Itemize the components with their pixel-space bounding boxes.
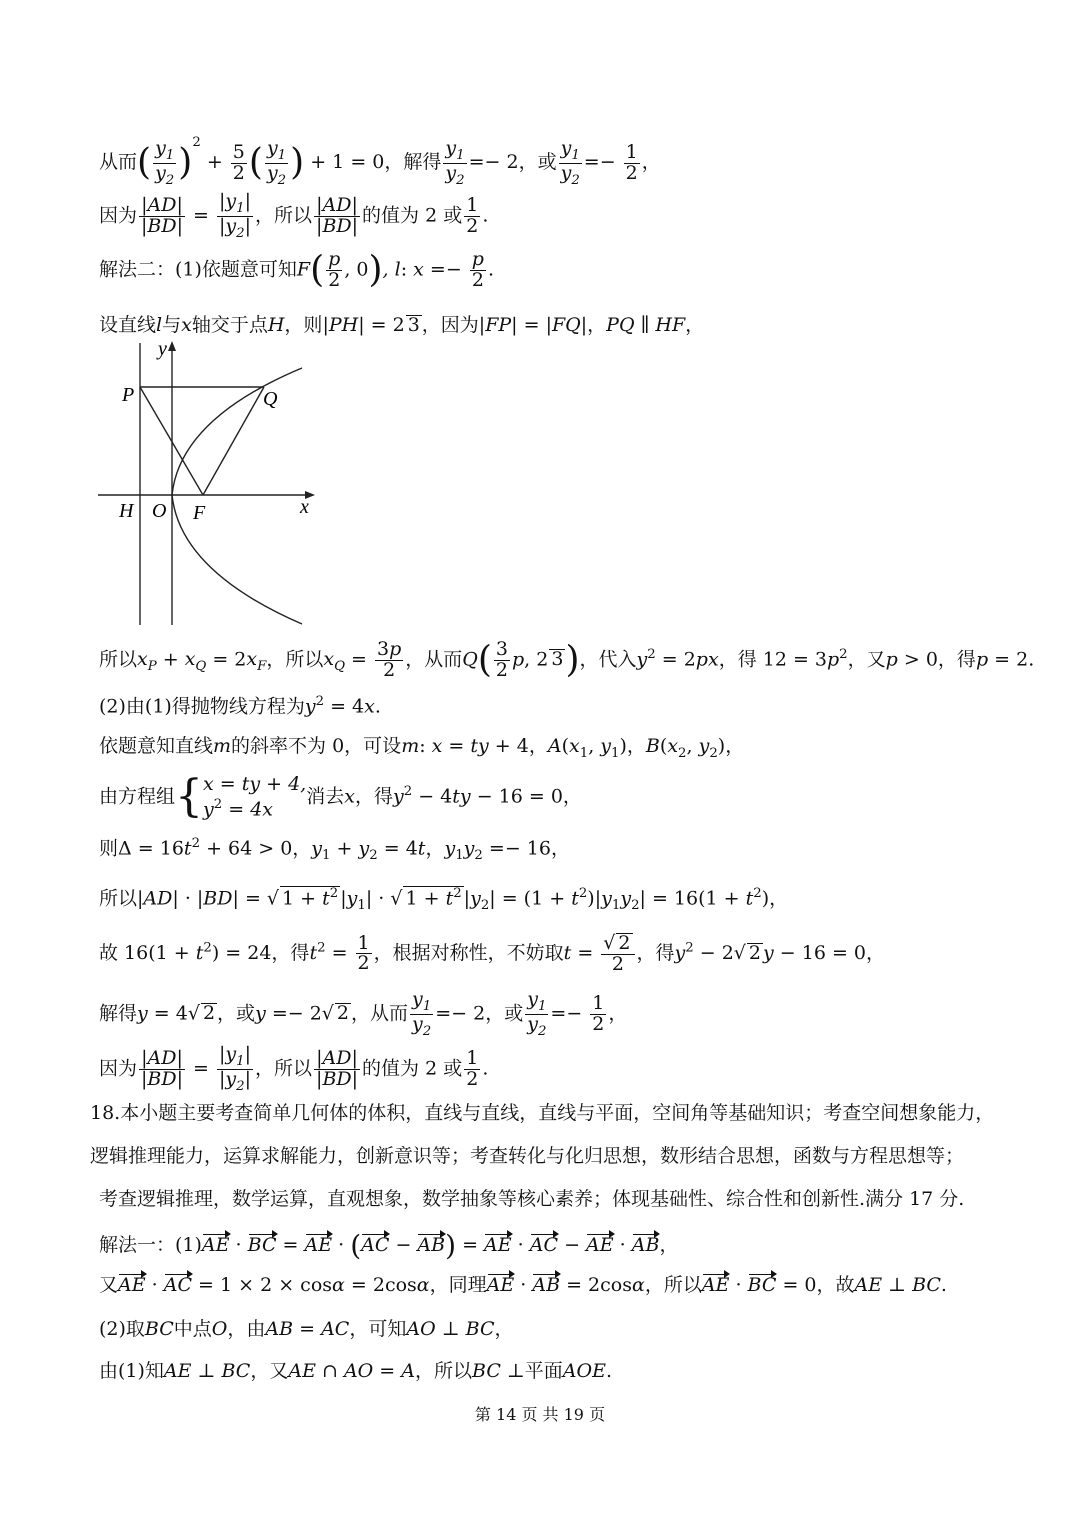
line-4: 设直线l与x轴交于点H，则|PH| = 2 3 ，因为|FP| = |FQ|，PQ ∥ HF， bbox=[99, 314, 705, 336]
line-6: (2)由(1)得抛物线方程为$y^2 = 4x$. bbox=[99, 694, 381, 718]
text: ， bbox=[641, 151, 661, 173]
text: 故 16(1 + bbox=[99, 941, 196, 964]
text: ，得 bbox=[937, 648, 976, 671]
text: 因为 bbox=[99, 204, 138, 227]
label-Q: Q bbox=[263, 388, 278, 410]
text: ，或 bbox=[518, 151, 557, 173]
line-16: (2)取BC中点O，由AB = AC，可知AO ⊥ BC， bbox=[99, 1318, 514, 1340]
line-12: 解得y = 4√ 2 ，或y =− 2√ 2 ，从而 $\frac{y_1}{y_2}$ =− 2，或 $\frac{y_1}{y_2}$ =− $\frac{1}{2}$ ， bbox=[99, 988, 628, 1039]
text: 与 bbox=[162, 314, 182, 336]
label-F: F bbox=[193, 502, 206, 524]
text: 平面 bbox=[524, 1360, 563, 1382]
line-17: 由(1)知AE ⊥ BC，又AE ∩ AO = A，所以BC ⊥平面AOE. bbox=[99, 1360, 613, 1382]
label-y: y bbox=[158, 338, 167, 360]
text: 由(1)知 bbox=[99, 1360, 164, 1382]
text: ，或 bbox=[217, 1002, 256, 1025]
parabola-curve bbox=[172, 368, 302, 624]
text: . bbox=[487, 258, 495, 281]
line-8: 由方程组{ x = ty + 4, $y^2 = 4x$ 消去x，得$y^2 - 4ty - 16 = 0$， bbox=[99, 771, 582, 823]
text: ， bbox=[608, 1002, 628, 1025]
text: 轴交于点 bbox=[191, 314, 268, 336]
text: 又 bbox=[99, 1274, 119, 1296]
text: . bbox=[482, 1057, 489, 1080]
text: 依题意知直线 bbox=[99, 735, 214, 757]
line-13: 因为 $\frac{|AD|}{|BD|}$ = $\frac{|y_1|}{|y_2|}$ ，所以 $\frac{|AD|}{|BD|}$ 的值为 2 或 $\frac{1}{2}$ . bbox=[99, 1043, 489, 1094]
text: ， bbox=[725, 735, 745, 757]
text: ，得 bbox=[271, 941, 310, 964]
text: ，从而 bbox=[405, 648, 463, 671]
text: ，所以 bbox=[266, 648, 324, 671]
y-axis-arrow-icon bbox=[168, 341, 176, 351]
line-3: 解法二：(1)依题意可知F( $\frac{p}{2}$ , 0), l: x =− $\frac{p}{2}$ . bbox=[99, 248, 495, 291]
text: 因为 bbox=[99, 1057, 138, 1080]
text: (2)由(1)得抛物线方程为 bbox=[99, 695, 305, 718]
page-footer: 第 14 页 共 19 页 bbox=[474, 1405, 606, 1424]
text: ，得 bbox=[636, 941, 675, 964]
line-14: 解法一：(1)AE · BC = AE · (AC − AB) = AE · AC − AE · AB， bbox=[99, 1229, 679, 1262]
text: (2)取 bbox=[99, 1318, 145, 1340]
text: ，所以 bbox=[414, 1360, 472, 1382]
text: ， bbox=[685, 314, 705, 336]
text: ，所以 bbox=[255, 1057, 313, 1080]
section-18-line-1: 18.本小题主要考查简单几何体的体积，直线与直线，直线与平面，空间角等基础知识；考查空间想象能力， bbox=[90, 1102, 995, 1124]
text: ，得 bbox=[354, 785, 393, 808]
label-P: P bbox=[122, 384, 135, 406]
text: 解法一：(1) bbox=[99, 1234, 202, 1256]
text: 的值为 2 或 bbox=[362, 1057, 463, 1080]
text: 的斜率不为 0，可设 bbox=[231, 735, 402, 757]
text: ， bbox=[550, 837, 570, 860]
line-10: 所以|AD| · |BD| = √ $1 + t^2$ $|y_1|$ · √ $1 + t^2$ $|y_2| = (1 + t^2)|y_1y_2| = 16(1 + t^2)$， bbox=[99, 886, 789, 914]
text: ，同理 bbox=[429, 1274, 487, 1296]
segment-QF bbox=[203, 387, 264, 495]
text: ，所以 bbox=[644, 1274, 702, 1296]
text: . bbox=[482, 204, 489, 227]
text: ，根据对称性，不妨取 bbox=[373, 941, 564, 964]
text: ，因为 bbox=[421, 314, 479, 336]
text: ，得 12 = 3 bbox=[718, 648, 827, 671]
line-1: 从而( $\frac{y_1}{y_2}$ )$^2$ + $\frac{5}{2}$ ( $\frac{y_1}{y_2}$ ) + 1 = 0，解得 $\frac{y_1}{y_2}$ =− 2，或 $\frac{y_1}{y_2}$ =− $\frac{1}{2}$ ， bbox=[99, 135, 661, 188]
label-O: O bbox=[152, 500, 167, 522]
line-15: 又AE · AC = 1 × 2 × cosα = 2cosα，同理AE · AB = 2cosα，所以AE · BC = 0，故AE ⊥ BC. bbox=[99, 1274, 947, 1296]
parabola-figure bbox=[90, 335, 325, 630]
text: . bbox=[374, 695, 381, 718]
text: 所以 bbox=[99, 648, 138, 671]
text: 由方程组 bbox=[99, 785, 176, 808]
line-9: 则$\Delta = 16t^2 + 64 > 0$，$y_1 + y_2 = 4t$，$y_1y_2 =- 16$， bbox=[99, 836, 570, 864]
text: ，又 bbox=[250, 1360, 289, 1382]
text: 从而 bbox=[99, 151, 138, 173]
line-2: 因为 $\frac{|AD|}{|BD|}$ = $\frac{|y_1|}{|y_2|}$ ，所以 $\frac{|AD|}{|BD|}$ 的值为 2 或 $\frac{1}{2}$ . bbox=[99, 190, 489, 241]
text: ，可知 bbox=[349, 1318, 407, 1340]
line-11: 故 $16(1 + t^2) = 24$，得$t^2$ = $\frac{1}{2}$ ，根据对称性，不妨取t = $\frac{√ 2}{2}$ ，得$y^2 - 2√$ 2 y − 16 = 0， bbox=[99, 931, 886, 975]
text: ，又 bbox=[847, 648, 886, 671]
section-18-line-2: 逻辑推理能力，运算求解能力，创新意识等；考查转化与化归思想，数形结合思想，函数与方程思想等； bbox=[90, 1145, 965, 1167]
text: 则 bbox=[99, 837, 119, 860]
label-H: H bbox=[119, 500, 134, 522]
text: 的值为 2 或 bbox=[362, 204, 463, 227]
text: 设直线 bbox=[99, 314, 157, 336]
text: 解得 bbox=[99, 1002, 138, 1025]
text: 中点 bbox=[173, 1318, 212, 1340]
text: ，所以 bbox=[255, 204, 313, 227]
text: 消去 bbox=[306, 785, 345, 808]
text: ，从而 bbox=[351, 1002, 409, 1025]
text: ，故 bbox=[816, 1274, 855, 1296]
text: ，则 bbox=[284, 314, 323, 336]
line-7: 依题意知直线m的斜率不为 0，可设m: x = ty + 4，$A(x_1$, $y_1$)，$B(x_2$, $y_2$)， bbox=[99, 735, 745, 761]
line-5: 所以$x_P + x_Q = 2x_F$，所以$x_Q$ = $\frac{3p}{2}$ ，从而Q( $\frac{3}{2}$ p, 2 3)，代入$y^2 = 2px$，得 $12 = 3p^2$，又p > 0，得p = 2. bbox=[99, 638, 1035, 681]
text: ，代入 bbox=[579, 648, 637, 671]
text: 所以 bbox=[99, 887, 138, 910]
text: 解法二：(1)依题意可知 bbox=[99, 258, 297, 281]
section-18-line-3: 考查逻辑推理，数学运算，直观想象，数学抽象等核心素养；体现基础性、综合性和创新性.满分 17 分. bbox=[99, 1188, 965, 1210]
text: ，解得 bbox=[384, 151, 442, 173]
label-x: x bbox=[300, 496, 309, 518]
text: ，由 bbox=[227, 1318, 266, 1340]
